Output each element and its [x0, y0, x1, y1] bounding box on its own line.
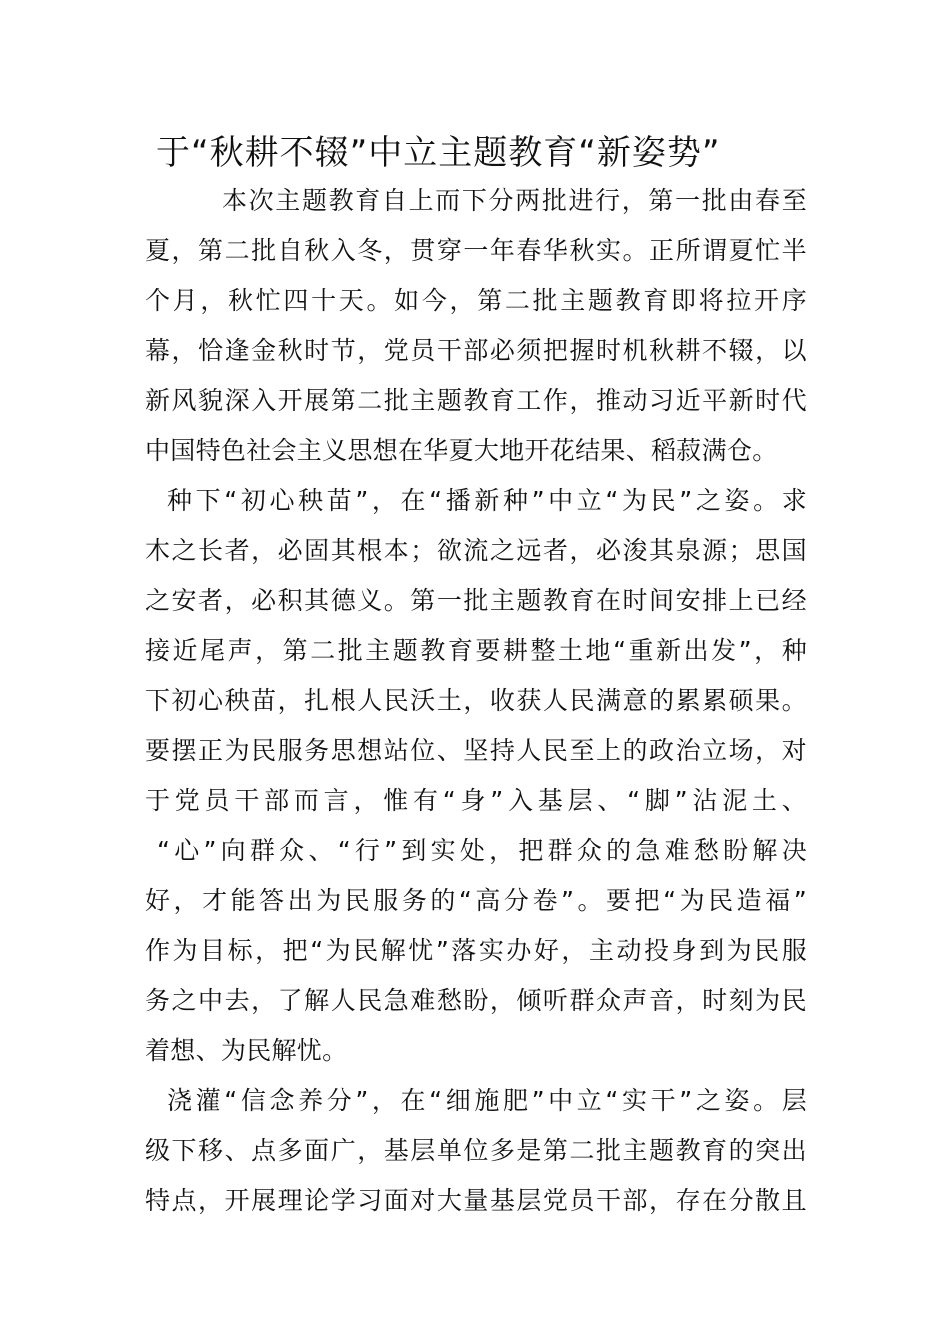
paragraph-2-line-1: 种下“初心秧苗”，在“播新种”中立“为民”之姿。求	[167, 486, 807, 515]
paragraph-2-line-6: 要摆正为民服务思想站位、坚持人民至上的政治立场，对	[145, 736, 807, 765]
paragraph-2-line-3: 之安者，必积其德义。第一批主题教育在时间安排上已经	[145, 586, 807, 615]
paragraph-1-line-2: 夏，第二批自秋入冬，贯穿一年春华秋实。正所谓夏忙半	[145, 236, 807, 265]
paragraph-1-line-6: 中国特色社会主义思想在华夏大地开花结果、稻菽满仓。	[145, 436, 778, 465]
paragraph-2-line-11: 务之中去，了解人民急难愁盼，倾听群众声音，时刻为民	[145, 986, 807, 1015]
paragraph-3-line-3: 特点，开展理论学习面对大量基层党员干部，存在分散且	[145, 1186, 807, 1215]
paragraph-1-line-4: 幕，恰逢金秋时节，党员干部必须把握时机秋耕不辍，以	[145, 336, 807, 365]
paragraph-1-line-1: 本次主题教育自上而下分两批进行，第一批由春至	[222, 186, 807, 215]
paragraph-2-line-7: 于党员干部而言，惟有“身”入基层、“脚”沾泥土、	[145, 786, 807, 815]
paragraph-1-line-3: 个月，秋忙四十天。如今，第二批主题教育即将拉开序	[145, 286, 807, 315]
paragraph-2-line-4: 接近尾声，第二批主题教育要耕整土地“重新出发”，种	[145, 636, 807, 665]
paragraph-2-line-2: 木之长者，必固其根本；欲流之远者，必浚其泉源；思国	[145, 536, 807, 565]
paragraph-3-line-1: 浇灌“信念养分”，在“细施肥”中立“实干”之姿。层	[167, 1086, 807, 1115]
paragraph-1-line-5: 新风貌深入开展第二批主题教育工作，推动习近平新时代	[145, 386, 807, 415]
paragraph-2-line-10: 作为目标，把“为民解忧”落实办好，主动投身到为民服	[145, 936, 807, 965]
paragraph-2-line-9: 好，才能答出为民服务的“高分卷”。要把“为民造福”	[145, 886, 807, 915]
paragraph-2-line-8: “心”向群众、“行”到实处，把群众的急难愁盼解决	[157, 836, 807, 865]
paragraph-2-line-5: 下初心秧苗，扎根人民沃土，收获人民满意的累累硕果。	[145, 686, 807, 715]
document-body	[145, 176, 807, 1226]
paragraph-2-line-12: 着想、为民解忧。	[145, 1036, 348, 1065]
document-title: 于“秋耕不辍”中立主题教育“新姿势”	[156, 133, 721, 173]
paragraph-3-line-2: 级下移、点多面广，基层单位多是第二批主题教育的突出	[145, 1136, 807, 1165]
